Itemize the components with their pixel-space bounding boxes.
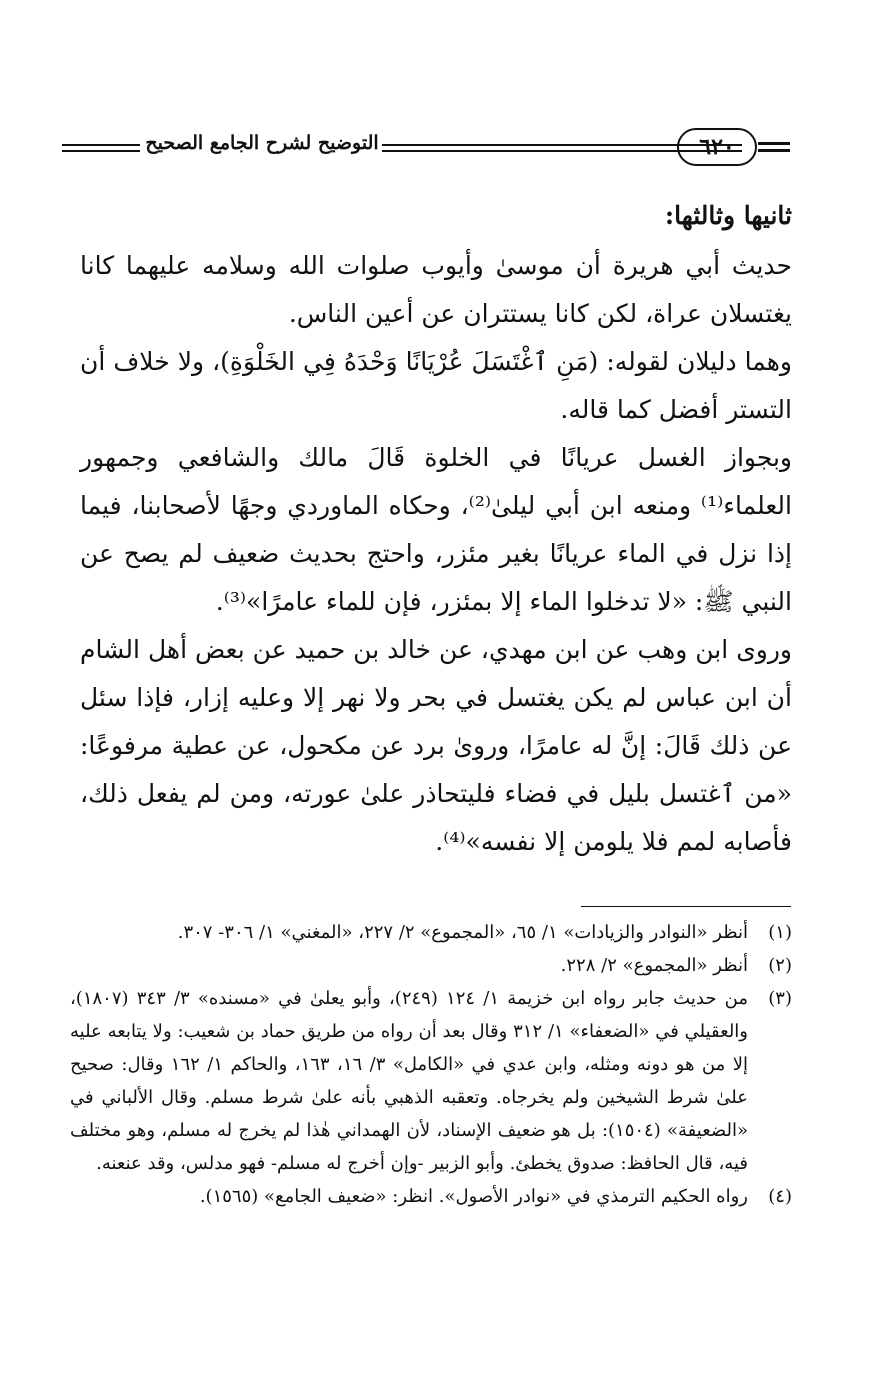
main-text	[80, 190, 792, 866]
running-title: التوضيح لشرح الجامع الصحيح	[145, 132, 379, 154]
footnote-1	[70, 916, 792, 949]
footnote-2	[70, 949, 792, 982]
footnote-text: رواه الحكيم الترمذي في «نوادر الأصول». انظر: «ضعيف الجامع» (١٥٦٥).	[199, 1186, 748, 1207]
header-rule-left	[62, 144, 140, 152]
footnote-text: من حديث جابر رواه ابن خزيمة ١/ ١٢٤ (٢٤٩)، وأبو يعلىٰ في «مسنده» ٣/ ٣٤٣ (١٨٠٧)، والعقيلي في «الضعفاء» ١/ ٣١٢ وقال بعد أن رواه من طريق حماد بن شعيب: ولا يتابعه عليه إلا من هو دونه ومثله، وابن عدي في «الكامل» ٣/ ١٦، ١٦٣، والحاكم ١/ ١٦٢ وقال: صحيح علىٰ شرط الشيخين ولم يخرجاه. وتعقبه الذهبي بأنه علىٰ شرط مسلم. وقال الألباني في «الضعيفة» (١٥٠٤): بل هو ضعيف الإسناد، لأن الهمداني هٰذا لم يخرج له مسلم، وهو مختلف فيه، قال الحافظ: صدوق يخطئ. وأبو الزبير -وإن أخرج له مسلم- فهو مدلس، وقد عنعنه.	[70, 988, 748, 1174]
footnote-number: (١)	[768, 922, 792, 943]
footnote-number: (٢)	[768, 955, 792, 976]
section-heading: ثانيها وثالثها:	[664, 201, 792, 230]
footnote-text: أنظر «المجموع» ٢/ ٢٢٨.	[560, 955, 748, 976]
footnote-number: (٣)	[768, 988, 792, 1009]
footnotes	[70, 916, 792, 1213]
paragraph-4: وروى ابن وهب عن ابن مهدي، عن خالد بن حميد عن بعض أهل الشام أن ابن عباس لم يكن يغتسل في بحر ولا نهر إلا وعليه إزار، فإذا سئل عن ذلك قَالَ: إنَّ له عامرًا، وروىٰ برد عن مكحول، عن عطية مرفوعًا: «من ٱغتسل بليل في فضاء فليتحاذر علىٰ عورته، ومن لم يفعل ذلك، فأصابه لمم فلا يلومن إلا نفسه»⁽⁴⁾.	[80, 635, 793, 856]
paragraph-1: حديث أبي هريرة أن موسىٰ وأيوب صلوات الله وسلامه عليهما كانا يغتسلان عراة، لكن كانا يستتران عن أعين الناس.	[80, 251, 792, 328]
page-number: ٦٢٠	[677, 128, 757, 166]
header-rule-right	[758, 142, 790, 152]
paragraph-2: وهما دليلان لقوله: (مَنِ ٱغْتَسَلَ عُرْيَانًا وَحْدَهُ فِي الخَلْوَةِ)، ولا خلاف أن التستر أفضل كما قاله.	[80, 347, 792, 424]
footnote-4	[70, 1180, 792, 1213]
footnote-3	[70, 982, 792, 1180]
footnote-text: أنظر «النوادر والزيادات» ١/ ٦٥، «المجموع» ٢/ ٢٢٧، «المغني» ١/ ٣٠٦- ٣٠٧.	[177, 922, 748, 943]
footnote-number: (٤)	[768, 1186, 792, 1207]
footnote-separator	[581, 906, 791, 907]
paragraph-3: وبجواز الغسل عريانًا في الخلوة قَالَ مالك والشافعي وجمهور العلماء⁽¹⁾ ومنعه ابن أبي ليلىٰ⁽²⁾، وحكاه الماوردي وجهًا لأصحابنا، فيما إذا نزل في الماء عريانًا بغير مئزر، واحتج بحديث ضعيف لم يصح عن النبي ﷺ: «لا تدخلوا الماء إلا بمئزر، فإن للماء عامرًا»⁽³⁾.	[80, 443, 792, 616]
page-header	[62, 126, 790, 170]
